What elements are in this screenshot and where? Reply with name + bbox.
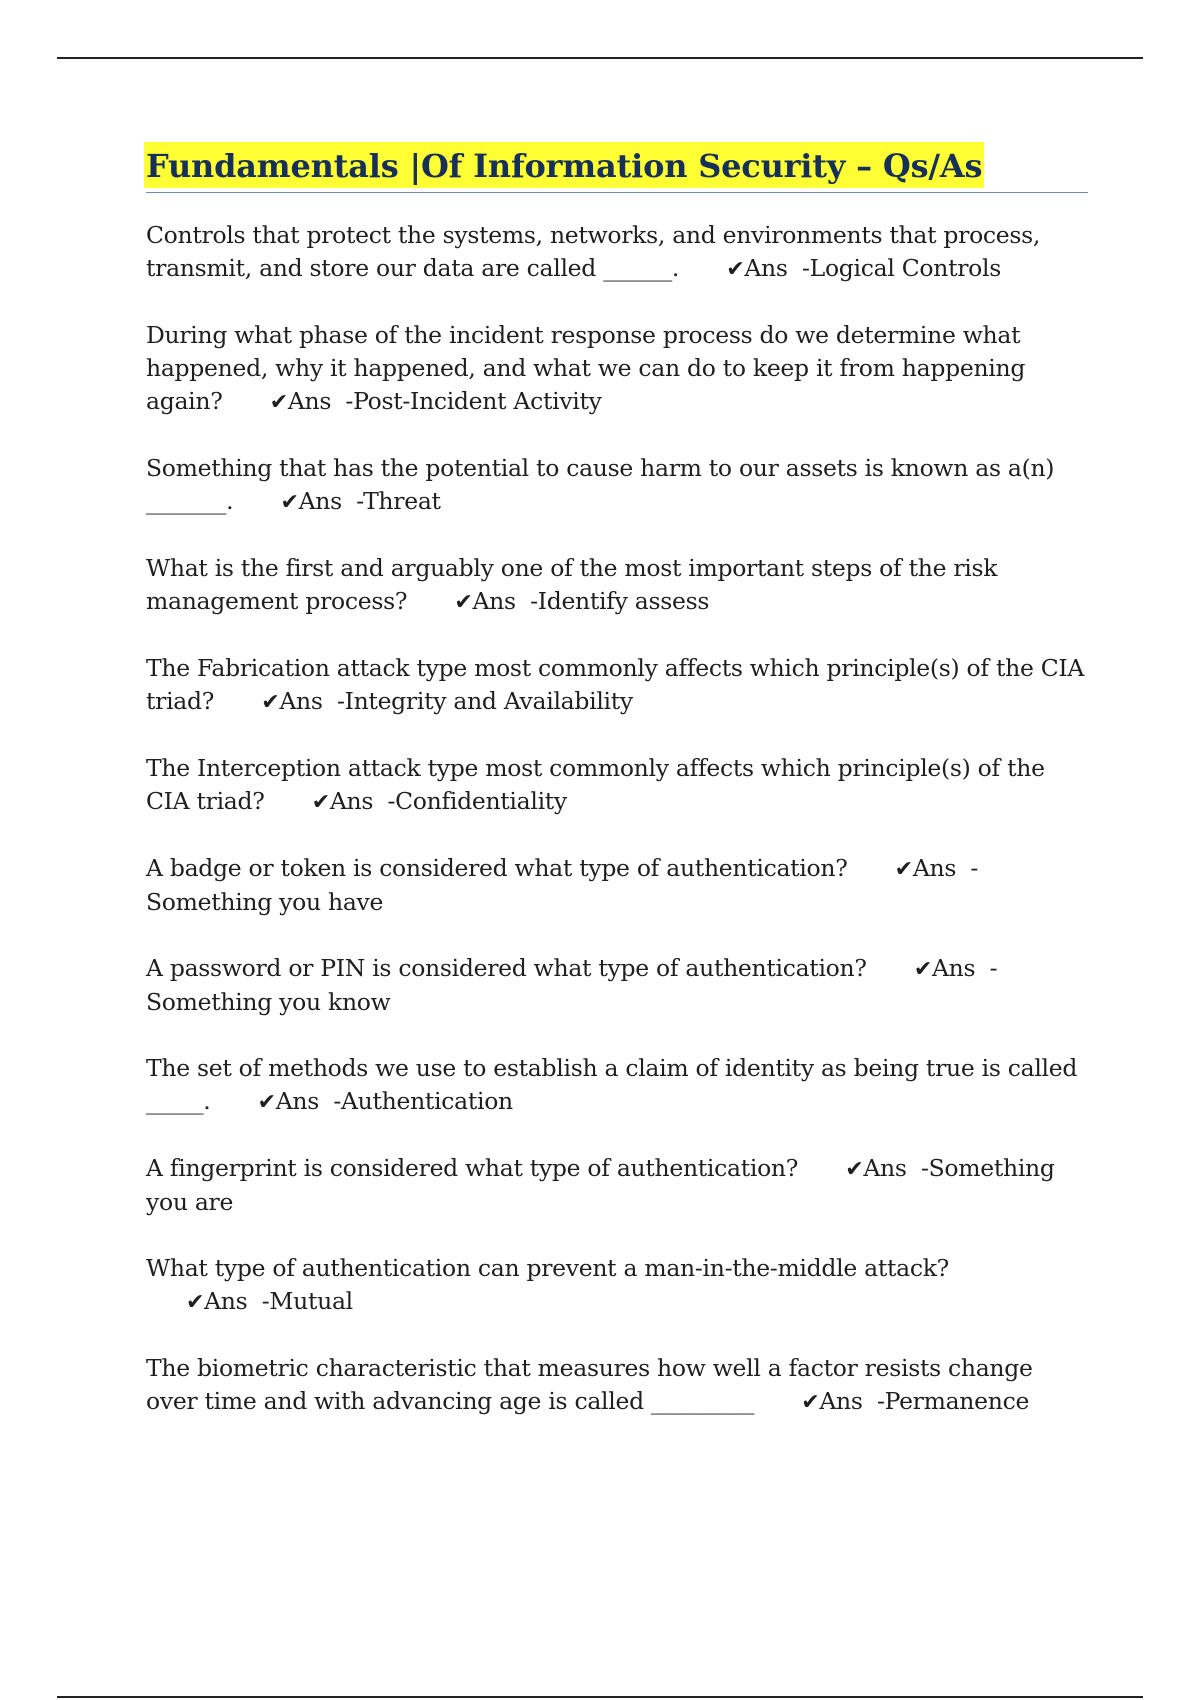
answer-text: Mutual [269,1287,353,1315]
title-underline [146,142,1088,193]
checkmark-icon: ✔ [257,1090,276,1115]
answer [270,387,602,415]
checkmark-icon: ✔ [726,257,745,282]
qa-item [146,452,1088,519]
answer [281,487,441,515]
qa-item [146,752,1088,819]
qa-item [146,852,1088,919]
answer-text: Post-Incident Activity [353,387,602,415]
checkmark-icon: ✔ [454,590,473,615]
question-text: Something that has the potential to cause harm to our assets is known as a(n) _______. [146,454,1055,515]
question-text: The biometric characteristic that measures how well a factor resists change over time and with advancing age is called _________ [146,1354,1033,1415]
checkmark-icon: ✔ [894,857,913,882]
checkmark-icon: ✔ [186,1290,205,1315]
answer-label: Ans - [819,1387,885,1415]
answer-label: Ans - [279,687,345,715]
answer-label: Ans - [287,387,354,415]
question-text: What type of authentication can prevent a man-in-the-middle attack? [146,1254,949,1282]
checkmark-icon: ✔ [269,390,288,415]
answer [261,687,633,715]
question-text: During what phase of the incident response process do we determine what happened, why it happened, and what we can do to keep it from happening again? [146,321,1026,415]
answer-label: Ans - [472,587,538,615]
answer-text: Authentication [340,1087,513,1115]
answer-label: Ans - [863,1154,929,1182]
answer [312,787,567,815]
answer-text: Permanence [884,1387,1030,1415]
qa-item [146,652,1088,719]
answer-text: Confidentiality [395,787,567,815]
question-text: Controls that protect the systems, networks, and environments that process, transmit, and store our data are called ______. [146,221,1041,282]
answer-label: Ans - [329,787,396,815]
answer-label: Ans - [931,954,998,982]
question-text: The Interception attack type most commonly affects which principle(s) of the CIA triad? [146,754,1045,815]
question-text: A password or PIN is considered what type of authentication? [146,954,867,982]
qa-item [146,319,1088,419]
answer [454,587,709,615]
question-text: What is the first and arguably one of the most important steps of the risk management process? [146,554,998,615]
answer-label: Ans - [275,1087,341,1115]
question-text: The Fabrication attack type most commonly affects which principle(s) of the CIA triad? [146,654,1085,715]
answer-text: Threat [363,487,441,515]
answer-label: Ans - [912,854,979,882]
answer-text: Something you are [146,1154,1055,1216]
answer-text: Something you know [146,988,391,1016]
answer-label: Ans - [744,254,810,282]
question-text: A badge or token is considered what type of authentication? [146,854,848,882]
answer-text: Integrity and Availability [344,687,633,715]
answer [801,1387,1029,1415]
answer [186,1287,353,1315]
answer-text: Logical Controls [809,254,1001,282]
checkmark-icon: ✔ [311,790,330,815]
checkmark-icon: ✔ [913,957,932,982]
answer-text: Identify assess [537,587,710,615]
bottom-rule [57,1696,1143,1698]
question-text: The set of methods we use to establish a claim of identity as being true is called _____. [146,1054,1078,1115]
qa-item [146,1352,1088,1419]
checkmark-icon: ✔ [261,690,280,715]
checkmark-icon: ✔ [280,490,299,515]
answer-text: Something you have [146,888,384,916]
qa-item [146,1252,1088,1319]
qa-item [146,952,1088,1019]
top-rule [57,57,1143,59]
answer-label: Ans - [298,487,364,515]
question-text: A fingerprint is considered what type of authentication? [146,1154,799,1182]
qa-item [146,219,1088,286]
document-body [146,142,1088,1452]
qa-item [146,1152,1088,1219]
answer-label: Ans - [204,1287,270,1315]
page-title: Fundamentals |Of Information Security – Qs/As [144,142,984,188]
answer [726,254,1001,282]
answer [258,1087,513,1115]
checkmark-icon: ✔ [801,1390,820,1415]
checkmark-icon: ✔ [845,1157,864,1182]
qa-list [146,219,1088,1419]
qa-item [146,1052,1088,1119]
qa-item [146,552,1088,619]
